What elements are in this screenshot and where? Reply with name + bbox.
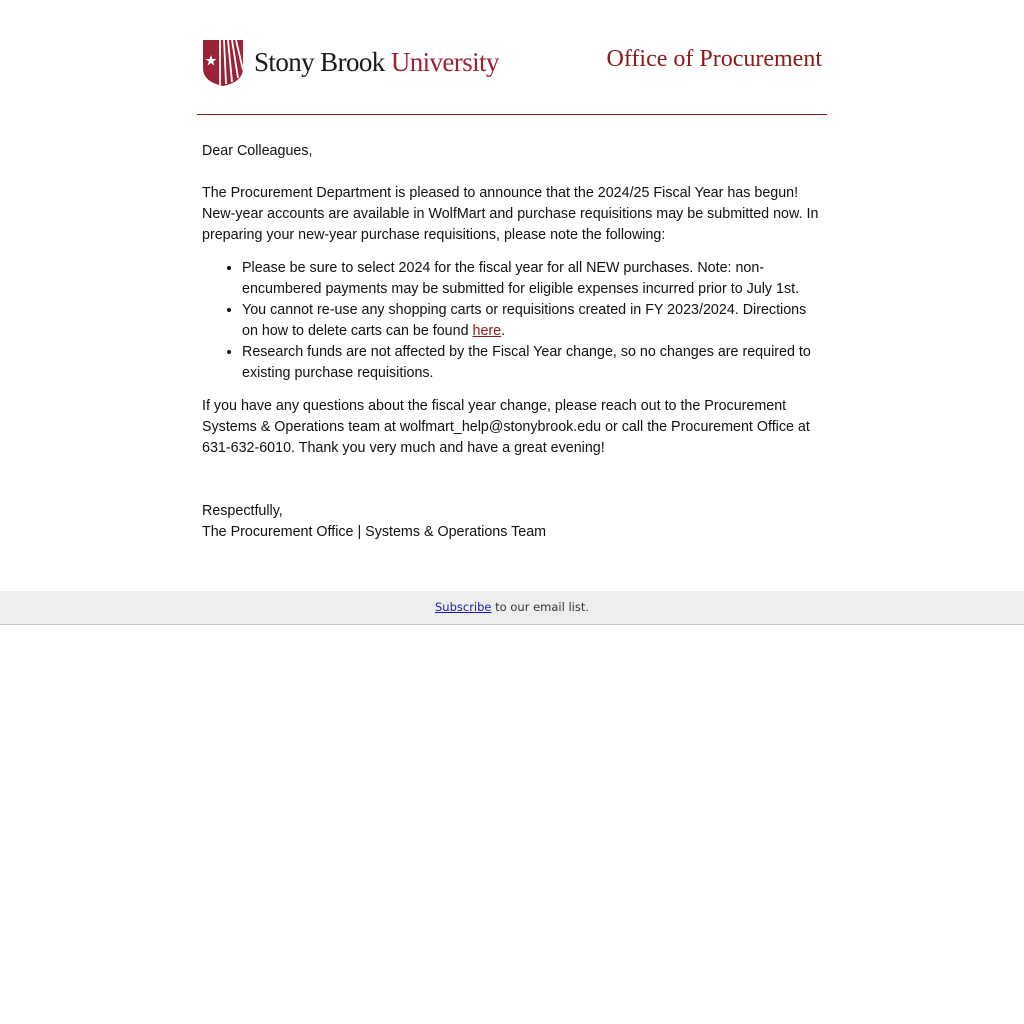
university-logo[interactable] xyxy=(202,38,499,87)
list-item: • Please be sure to select 2024 for the fiscal year for all NEW purchases. Note: non-encumbered payments may be submitted for eligible expenses incurred prior to July 1st. xyxy=(242,258,822,300)
intro-paragraph: The Procurement Department is pleased to announce that the 2024/25 Fiscal Year has begun! New-year accounts are available in WolfMart and purchase requisitions may be submitted now. In preparing your new-year purchase requisitions, please note the following: xyxy=(202,185,819,243)
list-item-text-end: . xyxy=(501,323,506,339)
email-header xyxy=(197,0,827,115)
subscribe-text: to our email list. xyxy=(491,600,589,614)
delete-carts-directions-link[interactable]: here xyxy=(472,323,502,339)
email-container xyxy=(197,0,827,543)
signature-block xyxy=(202,501,822,543)
notes-list xyxy=(202,258,822,384)
shield-star-icon xyxy=(202,38,244,87)
office-title: Office of Procurement xyxy=(606,46,822,72)
closing: Respectfully, xyxy=(202,503,283,519)
university-wordmark xyxy=(254,49,499,76)
signature: The Procurement Office | Systems & Operations Team xyxy=(202,524,547,540)
wordmark-university: University xyxy=(390,47,499,77)
wordmark-stony-brook: Stony Brook xyxy=(254,47,385,77)
list-item xyxy=(242,300,822,342)
questions-paragraph: If you have any questions about the fiscal year change, please reach out to the Procurement Systems & Operations team at wolfmart_help@stonybrook.edu or call the Procurement Office at 631-632-6010. Thank you very much and have a great evening! xyxy=(202,398,810,456)
email-body xyxy=(197,141,827,543)
list-item-text: You cannot re-use any shopping carts or requisitions created in FY 2023/2024. Directions on how to delete carts can be found xyxy=(242,302,807,339)
email-footer xyxy=(0,591,1024,625)
subscribe-link[interactable]: Subscribe xyxy=(435,600,492,614)
list-item: • Research funds are not affected by the Fiscal Year change, so no changes are required to existing purchase requisitions. xyxy=(242,342,822,384)
greeting: Dear Colleagues, xyxy=(202,143,313,159)
